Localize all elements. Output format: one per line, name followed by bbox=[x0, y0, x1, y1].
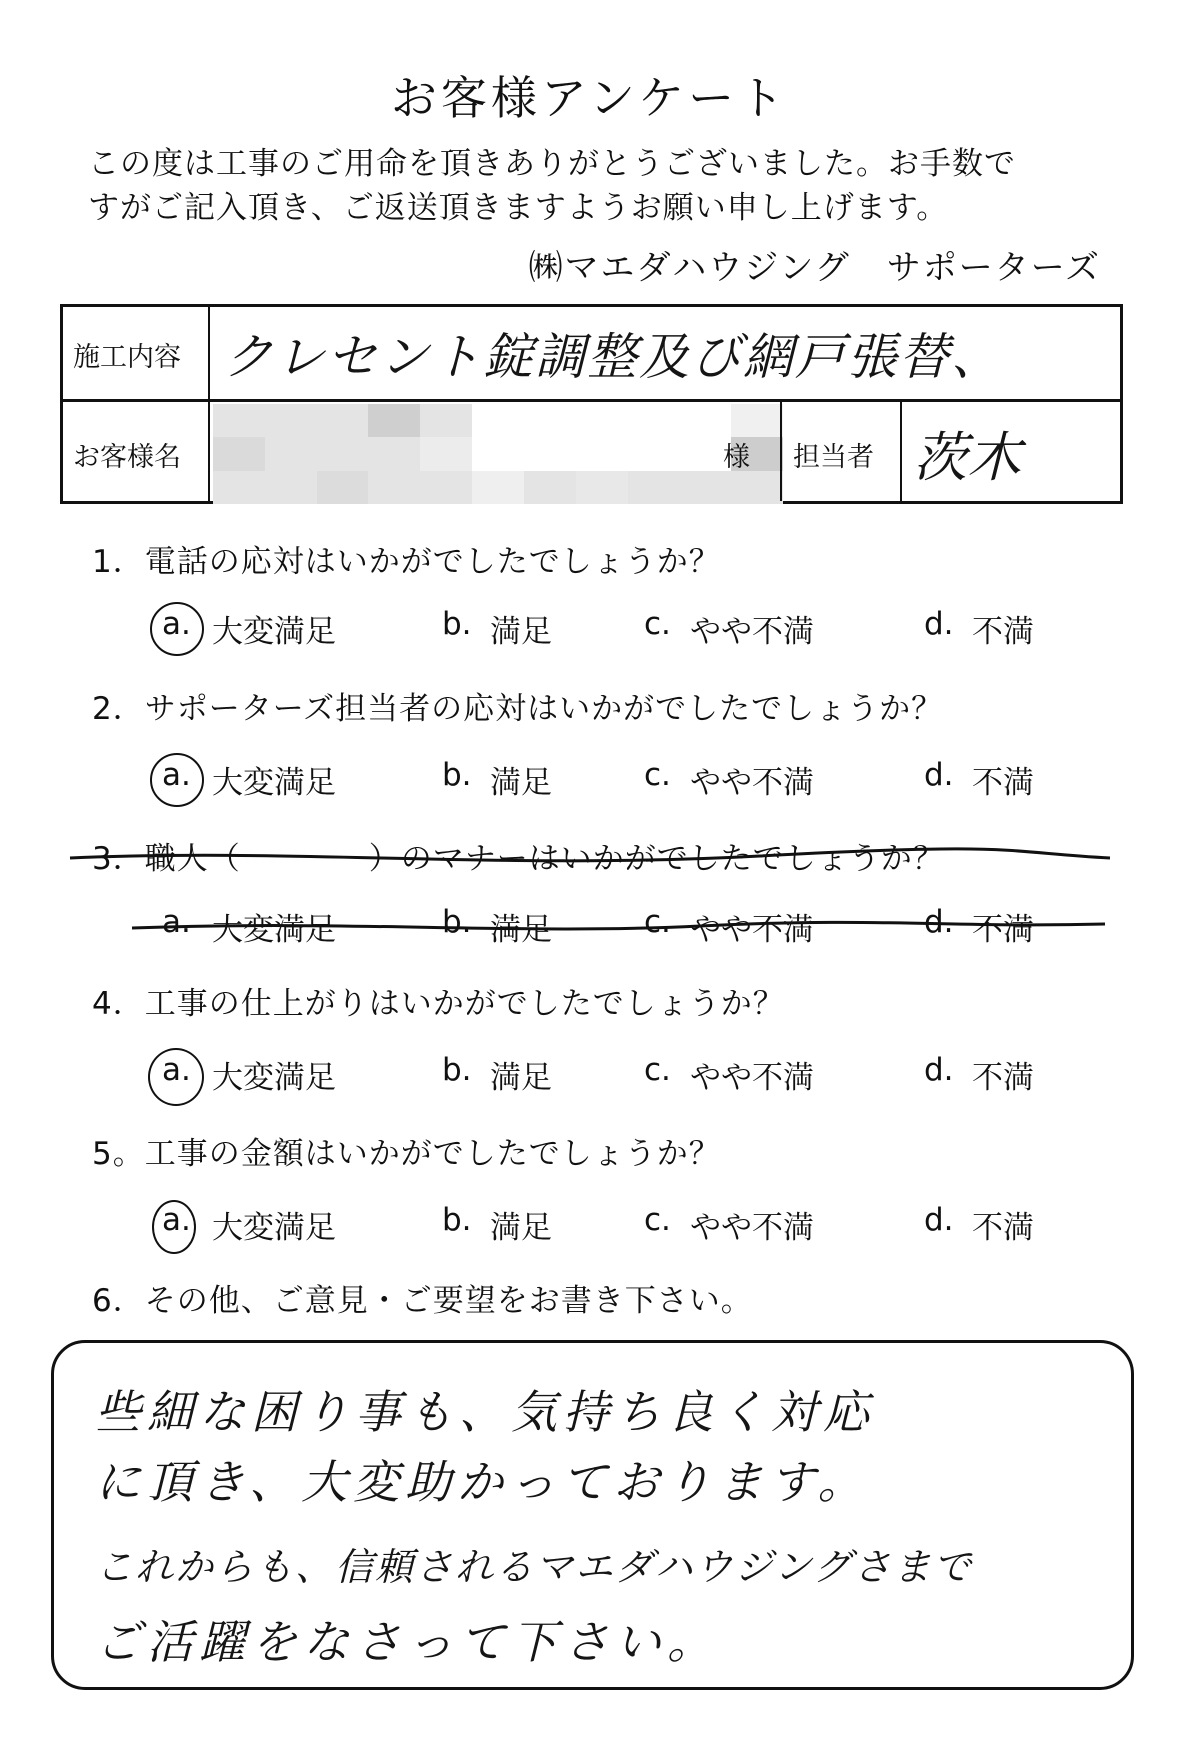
question-1: 1．電話の応対はいかがでしたでしょうか？ bbox=[92, 544, 721, 580]
question-2: 2．サポーターズ担当者の応対はいかがでしたでしょうか？ bbox=[92, 691, 944, 727]
work-value: クレセント錠調整及び網戸張替、 bbox=[223, 328, 1003, 386]
option-c-label[interactable]: やや不満 bbox=[690, 765, 814, 801]
option-a-marker[interactable]: a. bbox=[162, 606, 191, 642]
option-b-marker[interactable]: b. bbox=[442, 1202, 472, 1238]
company-name: ㈱マエダハウジング サポーターズ bbox=[528, 248, 1101, 288]
option-c-marker[interactable]: c. bbox=[644, 1202, 671, 1238]
option-a-marker[interactable]: a. bbox=[162, 904, 191, 940]
selected-circle-mark bbox=[152, 1200, 196, 1254]
option-c-marker[interactable]: c. bbox=[644, 606, 671, 642]
comment-line-2: に頂き、大変助かっております。 bbox=[95, 1455, 870, 1509]
option-b-marker[interactable]: b. bbox=[442, 904, 472, 940]
comment-line-1: 些細な困り事も、気持ち良く対応 bbox=[95, 1385, 875, 1439]
question-6: 6．その他、ご意見・ご要望をお書き下さい。 bbox=[92, 1283, 753, 1319]
question-3: 3．職人（ ）のマナーはいかがでしたでしょうか？ bbox=[92, 841, 945, 877]
option-d-marker[interactable]: d. bbox=[924, 904, 954, 940]
option-a-label[interactable]: 大変満足 bbox=[212, 614, 336, 650]
option-c-marker[interactable]: c. bbox=[644, 904, 671, 940]
question-4: 4．工事の仕上がりはいかがでしたでしょうか？ bbox=[92, 986, 785, 1022]
option-a-marker[interactable]: a. bbox=[162, 757, 191, 793]
customer-label: お客様名 bbox=[73, 442, 181, 473]
option-a-label[interactable]: 大変満足 bbox=[212, 1060, 336, 1096]
work-label: 施工内容 bbox=[73, 342, 181, 373]
option-d-marker[interactable]: d. bbox=[924, 1052, 954, 1088]
option-a-marker[interactable]: a. bbox=[162, 1202, 191, 1238]
option-d-label[interactable]: 不満 bbox=[972, 1060, 1034, 1096]
option-d-marker[interactable]: d. bbox=[924, 606, 954, 642]
option-d-label[interactable]: 不満 bbox=[972, 912, 1034, 948]
option-b-label[interactable]: 満足 bbox=[490, 614, 552, 650]
option-c-marker[interactable]: c. bbox=[644, 757, 671, 793]
option-d-marker[interactable]: d. bbox=[924, 1202, 954, 1238]
option-c-marker[interactable]: c. bbox=[644, 1052, 671, 1088]
option-d-marker[interactable]: d. bbox=[924, 757, 954, 793]
intro-line-1: この度は工事のご用命を頂きありがとうございました。お手数で bbox=[88, 146, 1016, 182]
selected-circle-mark bbox=[148, 1048, 204, 1106]
option-c-label[interactable]: やや不満 bbox=[690, 1060, 814, 1096]
option-b-label[interactable]: 満足 bbox=[490, 765, 552, 801]
option-b-marker[interactable]: b. bbox=[442, 1052, 472, 1088]
option-c-label[interactable]: やや不満 bbox=[690, 614, 814, 650]
intro-line-2: すがご記入頂き、ご返送頂きますようお願い申し上げます。 bbox=[88, 190, 949, 226]
option-d-label[interactable]: 不満 bbox=[972, 614, 1034, 650]
option-c-label[interactable]: やや不満 bbox=[690, 912, 814, 948]
staff-value: 茨木 bbox=[913, 426, 1021, 489]
option-b-marker[interactable]: b. bbox=[442, 757, 472, 793]
option-a-label[interactable]: 大変満足 bbox=[212, 912, 336, 948]
comment-line-3: これからも、信頼されるマエダハウジングさまで bbox=[95, 1545, 973, 1589]
customer-suffix: 様 bbox=[723, 442, 750, 473]
option-a-label[interactable]: 大変満足 bbox=[212, 1210, 336, 1246]
option-d-label[interactable]: 不満 bbox=[972, 1210, 1034, 1246]
option-b-marker[interactable]: b. bbox=[442, 606, 472, 642]
option-b-label[interactable]: 満足 bbox=[490, 1060, 552, 1096]
staff-label: 担当者 bbox=[793, 442, 874, 473]
option-b-label[interactable]: 満足 bbox=[490, 912, 552, 948]
option-c-label[interactable]: やや不満 bbox=[690, 1210, 814, 1246]
comment-line-4: ご活躍をなさって下さい。 bbox=[95, 1615, 719, 1669]
page-title: お客様アンケート bbox=[390, 71, 789, 125]
question-5: 5。工事の金額はいかがでしたでしょうか？ bbox=[92, 1136, 721, 1172]
option-a-label[interactable]: 大変満足 bbox=[212, 765, 336, 801]
option-d-label[interactable]: 不満 bbox=[972, 765, 1034, 801]
option-b-label[interactable]: 満足 bbox=[490, 1210, 552, 1246]
option-a-marker[interactable]: a. bbox=[162, 1052, 191, 1088]
